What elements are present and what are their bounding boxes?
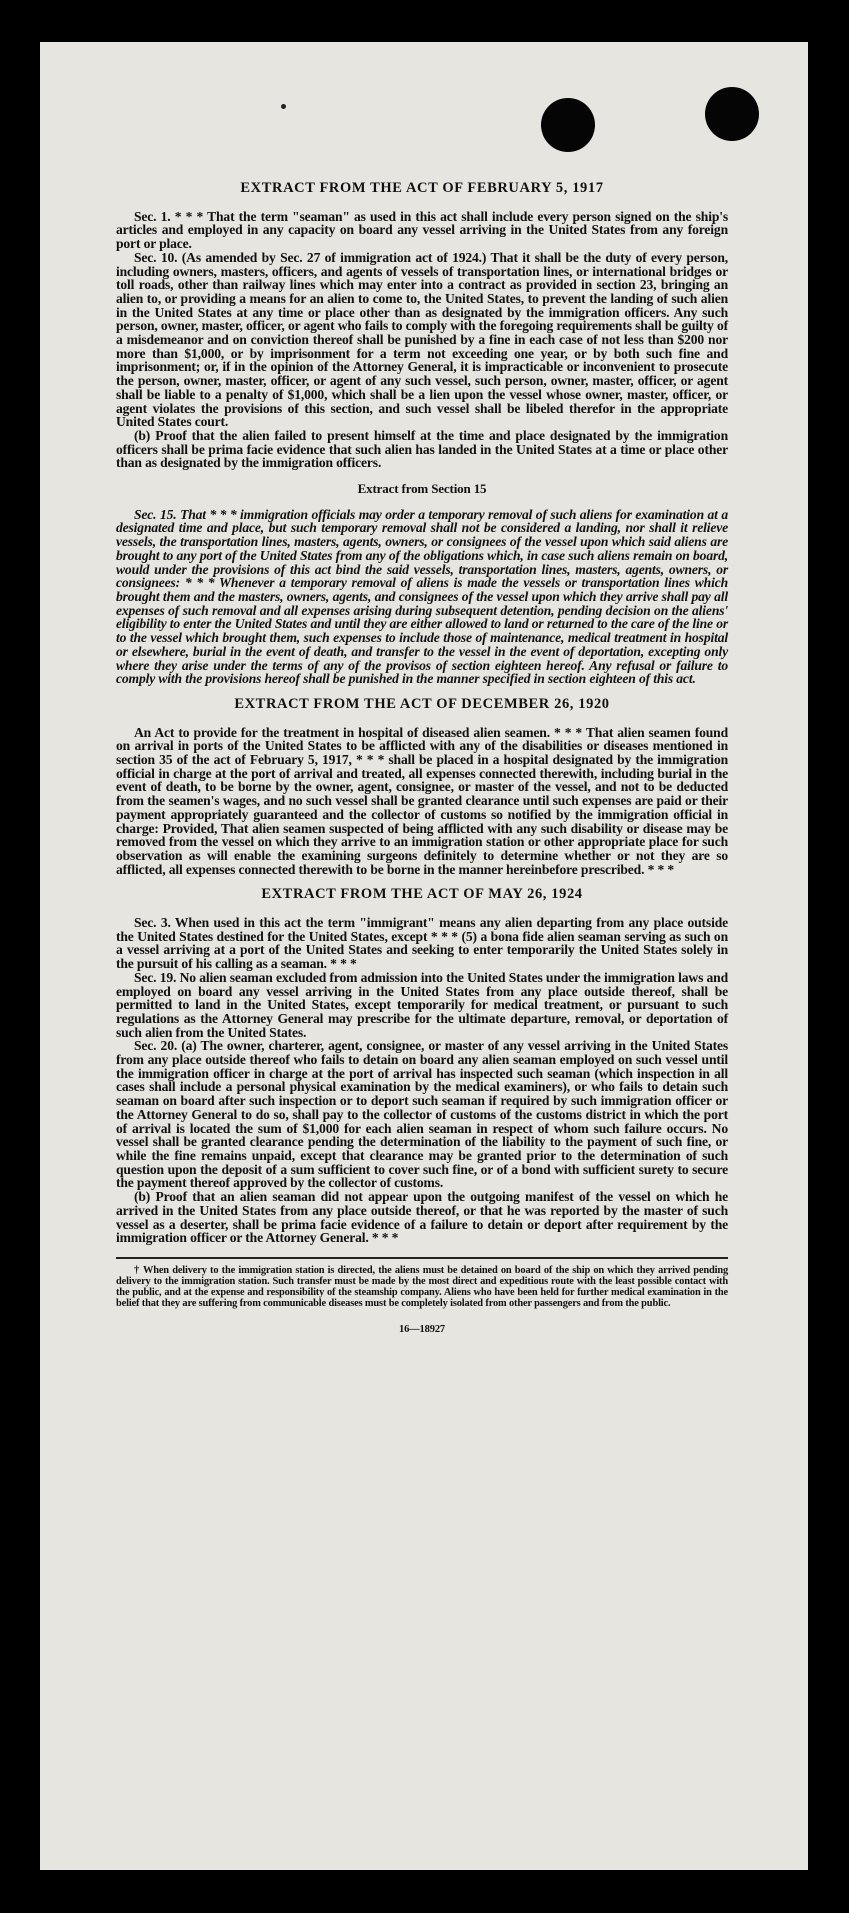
footnote-divider [116, 1257, 728, 1259]
speck-mark [281, 104, 286, 109]
heading-act-1924: EXTRACT FROM THE ACT OF MAY 26, 1924 [261, 886, 583, 903]
paragraph-act-1920: An Act to provide for the treatment in hospital of diseased alien seamen. * * * That alien seamen found on arrival in ports of the United States to be afflicted with any of the disabilities or diseases mentioned in section 35 of the act of February 5, 1917, * * * shall be placed in a hospital designated by the immigration official in charge at the port of arrival and treated, all expenses connected therewith, including burial in the event of death, to be borne by the owner, agent, consignee, or master of the vessel, and not to be deducted from the seamen's wages, and no such vessel shall be granted clearance until such expenses are paid or their payment appropriately guaranteed and the collector of customs so notified by the immigration official in charge: Provided, That alien seamen suspected of being afflicted with any such disability or disease may be removed from the vessel on which they arrive to an immigration station or other appropriate place for such observation as will enable the examining surgeons definitely to determine whether or not they are so afflicted, all expenses connected therewith to be borne in the manner hereinbefore prescribed. * * * [116, 724, 728, 877]
footnote: † When delivery to the immigration station is directed, the aliens must be detained on board of the ship on which they arrived pending delivery to the immigration station. Such transfer must be made by the most direct and expeditious route with the least possible contact with the public, and at the expense and responsibility of the steamship company. Aliens who have been held for further medical examination in the belief that they are suffering from communicable diseases must be completely isolated from other passengers and from the public. [116, 1264, 728, 1309]
paragraph-sec15: Sec. 15. That * * * immigration officials may order a temporary removal of such aliens for examination at a designated time and place, but such temporary removal shall not be considered a landing, nor shall it relieve vessels, the transportation lines, masters, agents, owners, or consignees of the vessel upon which said aliens are brought to any port of the United States from any of the obligations which, in case such aliens remain on board, would under the provisions of this act bind the said vessels, transportation lines, masters, agents, owners, or consignees: * * * Whenever a temporary removal of aliens is made the vessels or transportation lines which brought them and the masters, owners, agents, and consignees of the vessel upon which they arrive shall pay all expenses of such removal and all expenses arising during subsequent detention, pending decision on the aliens' eligibility to enter the United States and until they are either allowed to land or returned to the care of the line or to the vessel which brought them, such expenses to include those of maintenance, medical treatment in hospital or elsewhere, burial in the event of death, and transfer to the vessel in the event of deportation, excepting only where they arise under the terms of any of the provisos of section eighteen hereof. Any refusal or failure to comply with the provisions hereof shall be punished in the manner specified in section eighteen of this act. [116, 506, 728, 687]
punch-hole-right [705, 87, 759, 141]
paragraph-sec10b: (b) Proof that the alien failed to present himself at the time and place designated by the immigration officers shall be prima facie evidence that such alien has landed in the United States at a time or place other than as designated by the immigration officers. [116, 427, 728, 471]
paragraph-sec20a: Sec. 20. (a) The owner, charterer, agent, consignee, or master of any vessel arriving in the United States from any place outside thereof who fails to detain on board any alien seaman employed on such vessel until the immigration officer in charge at the port of arrival has inspected such seaman (which inspection in all cases shall include a personal physical examination by the medical examiners), or who fails to detain such seaman on board after such inspection or to deport such seaman if required by such immigration officer or the Attorney General to do so, shall pay to the collector of customs of the customs district in which the port of arrival is located the sum of $1,000 for each alien seaman in respect of whom such failure occurs. No vessel shall be granted clearance pending the determination of the liability to the payment of such fine, or while the fine remains unpaid, except that clearance may be granted prior to the determination of such question upon the deposit of a sum sufficient to cover such fine, or of a bond with sufficient surety to secure the payment thereof approved by the collector of customs. [116, 1038, 728, 1191]
heading-section-15: Extract from Section 15 [357, 481, 487, 497]
paragraph-sec1: Sec. 1. * * * That the term "seaman" as used in this act shall include every person signed on the ship's articles and employed in any capacity on board any vessel arriving in the United States from any foreign port or place. [116, 208, 728, 252]
paragraph-sec3: Sec. 3. When used in this act the term "immigrant" means any alien departing from any place outside the United States destined for the United States, except * * * (5) a bona fide alien seaman serving as such on a vessel arriving at a port of the United States and seeking to enter temporarily the United States solely in the pursuit of his calling as a seaman. * * * [116, 915, 728, 972]
heading-act-1917: EXTRACT FROM THE ACT OF FEBRUARY 5, 1917 [240, 180, 604, 196]
paragraph-sec19: Sec. 19. No alien seaman excluded from admission into the United States under the immigration laws and employed on board any vessel arriving in the United States from any place outside thereof, shall be permitted to land in the United States, except temporarily for medical treatment, or pursuant to such regulations as the Attorney General may prescribe for the ultimate departure, removal, or deportation of such alien from the United States. [116, 969, 728, 1040]
document-text [116, 182, 728, 1337]
document-number: 16—18927 [398, 1323, 446, 1335]
paragraph-sec10: Sec. 10. (As amended by Sec. 27 of immigration act of 1924.) That it shall be the duty of every person, including owners, masters, officers, and agents of vessels of transportation lines, or international bridges or toll roads, other than railway lines which may enter into a contract as provided in section 23, bringing an alien to, or providing a means for an alien to come to, the United States, to prevent the landing of such alien in the United States at any time or place other than as designated by the immigration officers. Any such person, owner, master, officer, or agent who fails to comply with the foregoing requirements shall be guilty of a misdemeanor and on conviction thereof shall be punished by a fine in each case of not less than $200 nor more than $1,000, or by imprisonment for a term not exceeding one year, or by both such fine and imprisonment; or, if in the opinion of the Attorney General, it is impracticable or inconvenient to prosecute the person, owner, master, officer, or agent of any such vessel, such person, owner, master, officer, or agent shall be liable to a penalty of $1,000, which shall be a lien upon the vessel whose owner, master, officer, or agent violates the provisions of this section, and such vessel shall be libeled therefor in the appropriate United States court. [116, 249, 728, 430]
heading-act-1920: EXTRACT FROM THE ACT OF DECEMBER 26, 1920 [234, 695, 610, 712]
document-page [40, 42, 808, 1870]
punch-hole-left [541, 98, 595, 152]
paragraph-sec20b: (b) Proof that an alien seaman did not appear upon the outgoing manifest of the vessel on which he arrived in the United States from any place outside thereof, or that he was reported by the master of such vessel as a deserter, shall be prima facie evidence of a failure to detain or deport after requirement by the immigration officer or the Attorney General. * * * [116, 1189, 728, 1246]
